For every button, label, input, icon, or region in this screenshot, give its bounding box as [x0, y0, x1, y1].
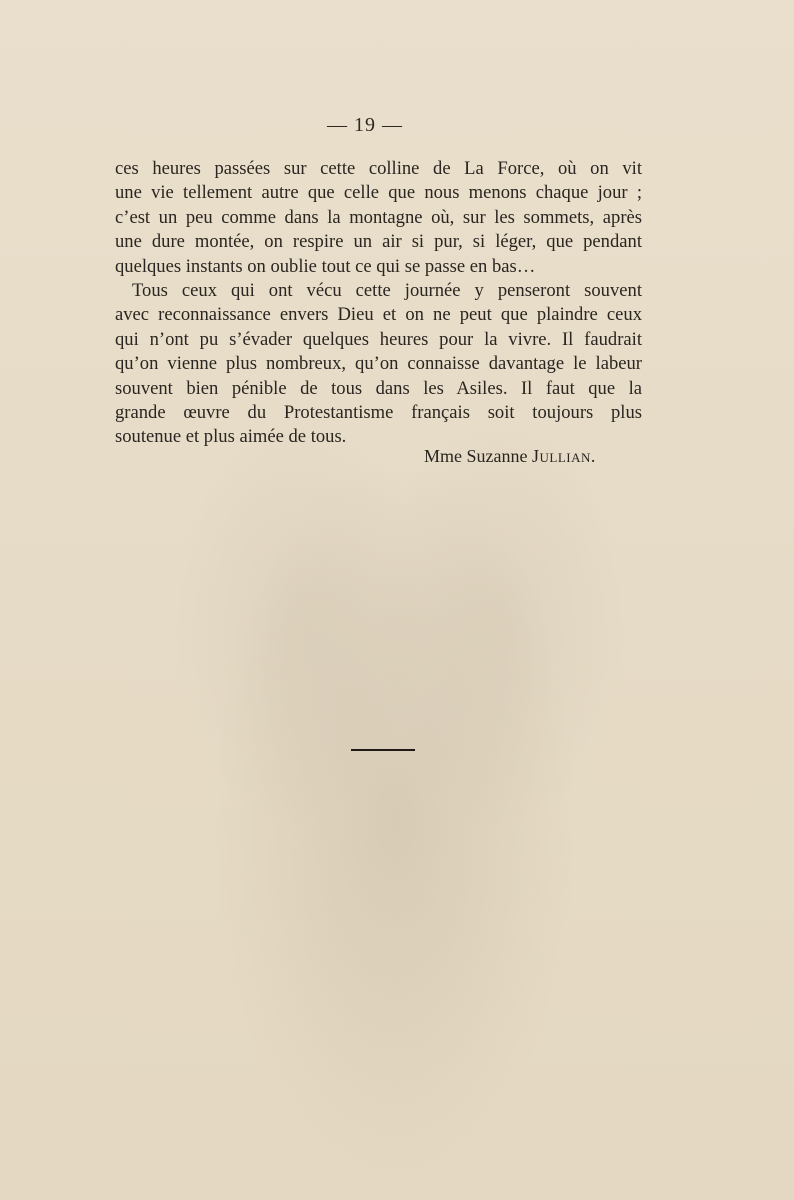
text-line: soutenue et plus aimée de tous.	[115, 426, 347, 448]
signature-surname: Jullian.	[531, 446, 596, 466]
text-line: une vie tellement autre que celle que nous menons chaque jour ;	[115, 182, 642, 204]
text-line: quelques instants on oublie tout ce qui se passe en bas…	[115, 255, 536, 277]
text-line: Tous ceux qui ont vécu cette journée y penseront souvent	[132, 280, 642, 302]
text-line: ces heures passées sur cette colline de La Force, où on vit	[115, 158, 642, 179]
text-line: une dure montée, on respire un air si pur, si léger, que pendant	[115, 231, 642, 253]
paragraph-2	[115, 279, 642, 450]
text-line: avec reconnaissance envers Dieu et on ne peut que plaindre ceux	[115, 304, 642, 326]
text-line: qui n’ont pu s’évader quelques heures pour la vivre. Il faudrait	[115, 328, 642, 350]
text-line: qu’on vienne plus nombreux, qu’on connaisse davantage le labeur	[115, 353, 642, 375]
section-divider	[351, 749, 415, 751]
signature-name: Mme Suzanne	[424, 446, 532, 466]
paragraph-1	[115, 157, 642, 279]
page-number: — 19 —	[327, 114, 403, 136]
body-text	[115, 157, 642, 450]
text-line: c’est un peu comme dans la montagne où, sur les sommets, après	[115, 206, 642, 228]
author-signature	[424, 446, 596, 467]
text-line: souvent bien pénible de tous dans les Asiles. Il faut que la	[115, 377, 642, 399]
text-line: grande œuvre du Protestantisme français soit toujours plus	[115, 402, 642, 424]
